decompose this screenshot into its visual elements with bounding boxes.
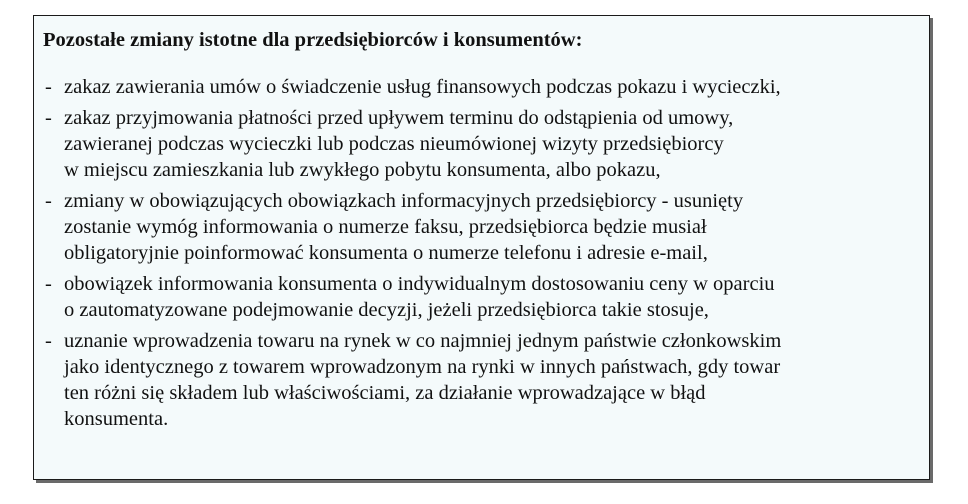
bullet-dash: - — [45, 273, 52, 295]
list-item-line: ten różni się składem lub właściwościami, za działanie wprowadzające w błąd — [64, 382, 706, 404]
bullet-dash: - — [45, 190, 52, 212]
list-item-line: o zautomatyzowane podejmowanie decyzji, jeżeli przedsiębiorca takie stosuje, — [64, 299, 709, 321]
list-item-line: uznanie wprowadzenia towaru na rynek w co najmniej jednym państwie członkowskim — [64, 330, 782, 352]
list-item — [43, 74, 907, 100]
changes-list — [43, 74, 907, 432]
list-item-line: obligatoryjnie poinformować konsumenta o numerze telefonu i adresie e-mail, — [64, 242, 708, 264]
box-title: Pozostałe zmiany istotne dla przedsiębiorców i konsumentów: — [43, 29, 583, 51]
list-item — [43, 105, 907, 183]
bullet-dash: - — [45, 107, 52, 129]
list-item-line: zawieranej podczas wycieczki lub podczas nieumówionej wizyty przedsiębiorcy — [64, 133, 724, 155]
bullet-dash: - — [45, 76, 52, 98]
list-item-line: zakaz zawierania umów o świadczenie usług finansowych podczas pokazu i wycieczki, — [64, 76, 781, 98]
list-item-line: zostanie wymóg informowania o numerze faksu, przedsiębiorca będzie musiał — [64, 216, 707, 238]
list-item — [43, 271, 907, 323]
list-item-line: w miejscu zamieszkania lub zwykłego pobytu konsumenta, albo pokazu, — [64, 159, 661, 181]
list-item — [43, 328, 907, 432]
list-item-line: zakaz przyjmowania płatności przed upływem terminu do odstąpienia od umowy, — [64, 107, 734, 129]
list-item-line: jako identycznego z towarem wprowadzonym na rynki w innych państwach, gdy towar — [64, 356, 781, 378]
list-item-line: zmiany w obowiązujących obowiązkach informacyjnych przedsiębiorcy - usunięty — [64, 190, 744, 212]
bullet-dash: - — [45, 330, 52, 352]
list-item-line: konsumenta. — [64, 408, 169, 430]
list-item-line: obowiązek informowania konsumenta o indywidualnym dostosowaniu ceny w oparciu — [64, 273, 775, 295]
info-box — [33, 15, 930, 480]
list-item — [43, 188, 907, 266]
